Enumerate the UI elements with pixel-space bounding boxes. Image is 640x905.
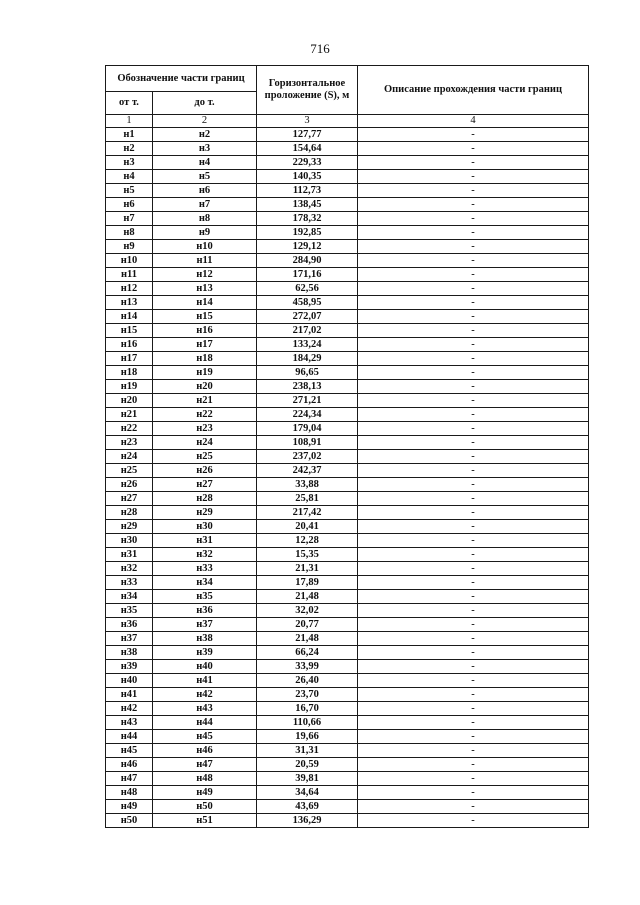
- table-row: [106, 548, 589, 562]
- description-cell: -: [358, 240, 589, 254]
- to-point-cell: н20: [153, 380, 257, 394]
- description-cell: -: [358, 352, 589, 366]
- description-cell: -: [358, 296, 589, 310]
- table-row: [106, 310, 589, 324]
- description-cell: -: [358, 198, 589, 212]
- description-cell: -: [358, 716, 589, 730]
- description-cell: -: [358, 310, 589, 324]
- distance-cell: 21,48: [257, 632, 358, 646]
- distance-cell: 66,24: [257, 646, 358, 660]
- description-cell: -: [358, 758, 589, 772]
- to-point-cell: н11: [153, 254, 257, 268]
- description-cell: -: [358, 604, 589, 618]
- description-cell: -: [358, 618, 589, 632]
- to-point-cell: н24: [153, 436, 257, 450]
- description-cell: -: [358, 324, 589, 338]
- to-point-cell: н25: [153, 450, 257, 464]
- distance-cell: 20,77: [257, 618, 358, 632]
- description-cell: -: [358, 338, 589, 352]
- to-point-cell: н41: [153, 674, 257, 688]
- from-point-cell: н39: [106, 660, 153, 674]
- distance-cell: 224,34: [257, 408, 358, 422]
- to-point-cell: н30: [153, 520, 257, 534]
- description-cell: -: [358, 464, 589, 478]
- from-point-cell: н27: [106, 492, 153, 506]
- to-point-cell: н43: [153, 702, 257, 716]
- column-number: 3: [257, 115, 358, 128]
- to-point-cell: н8: [153, 212, 257, 226]
- table-row: [106, 576, 589, 590]
- from-point-cell: н47: [106, 772, 153, 786]
- to-point-cell: н9: [153, 226, 257, 240]
- distance-cell: 284,90: [257, 254, 358, 268]
- distance-cell: 229,33: [257, 156, 358, 170]
- from-point-cell: н3: [106, 156, 153, 170]
- from-point-cell: н26: [106, 478, 153, 492]
- to-point-cell: н36: [153, 604, 257, 618]
- to-point-cell: н5: [153, 170, 257, 184]
- table-row: [106, 422, 589, 436]
- description-cell: -: [358, 394, 589, 408]
- to-point-cell: н10: [153, 240, 257, 254]
- table-row: [106, 366, 589, 380]
- table-row: [106, 170, 589, 184]
- table-row: [106, 660, 589, 674]
- table-row: [106, 436, 589, 450]
- description-cell: -: [358, 730, 589, 744]
- to-point-cell: н3: [153, 142, 257, 156]
- from-point-cell: н33: [106, 576, 153, 590]
- from-point-cell: н9: [106, 240, 153, 254]
- from-point-cell: н46: [106, 758, 153, 772]
- to-point-cell: н6: [153, 184, 257, 198]
- from-point-cell: н2: [106, 142, 153, 156]
- to-point-cell: н16: [153, 324, 257, 338]
- description-cell: -: [358, 184, 589, 198]
- description-cell: -: [358, 688, 589, 702]
- description-cell: -: [358, 436, 589, 450]
- from-point-cell: н5: [106, 184, 153, 198]
- table-row: [106, 450, 589, 464]
- description-cell: -: [358, 156, 589, 170]
- to-point-cell: н44: [153, 716, 257, 730]
- to-point-cell: н13: [153, 282, 257, 296]
- from-point-cell: н50: [106, 814, 153, 828]
- description-cell: -: [358, 142, 589, 156]
- table-row: [106, 184, 589, 198]
- from-point-cell: н23: [106, 436, 153, 450]
- distance-cell: 184,29: [257, 352, 358, 366]
- table-row: [106, 744, 589, 758]
- to-point-cell: н45: [153, 730, 257, 744]
- to-point-cell: н37: [153, 618, 257, 632]
- from-point-cell: н28: [106, 506, 153, 520]
- from-point-cell: н40: [106, 674, 153, 688]
- header-boundary-designation: Обозначение части границ: [106, 66, 257, 92]
- distance-cell: 133,24: [257, 338, 358, 352]
- from-point-cell: н18: [106, 366, 153, 380]
- to-point-cell: н19: [153, 366, 257, 380]
- description-cell: -: [358, 534, 589, 548]
- to-point-cell: н22: [153, 408, 257, 422]
- distance-cell: 32,02: [257, 604, 358, 618]
- to-point-cell: н51: [153, 814, 257, 828]
- from-point-cell: н21: [106, 408, 153, 422]
- to-point-cell: н23: [153, 422, 257, 436]
- description-cell: -: [358, 632, 589, 646]
- to-point-cell: н39: [153, 646, 257, 660]
- distance-cell: 238,13: [257, 380, 358, 394]
- from-point-cell: н35: [106, 604, 153, 618]
- column-number: 4: [358, 115, 589, 128]
- table-row: [106, 674, 589, 688]
- table-row: [106, 506, 589, 520]
- distance-cell: 138,45: [257, 198, 358, 212]
- table-row: [106, 380, 589, 394]
- distance-cell: 39,81: [257, 772, 358, 786]
- to-point-cell: н15: [153, 310, 257, 324]
- distance-cell: 21,48: [257, 590, 358, 604]
- table-row: [106, 646, 589, 660]
- distance-cell: 154,64: [257, 142, 358, 156]
- to-point-cell: н28: [153, 492, 257, 506]
- page-number: 716: [310, 41, 330, 56]
- to-point-cell: н47: [153, 758, 257, 772]
- to-point-cell: н46: [153, 744, 257, 758]
- from-point-cell: н49: [106, 800, 153, 814]
- from-point-cell: н44: [106, 730, 153, 744]
- to-point-cell: н4: [153, 156, 257, 170]
- from-point-cell: н8: [106, 226, 153, 240]
- description-cell: -: [358, 590, 589, 604]
- table-row: [106, 702, 589, 716]
- from-point-cell: н15: [106, 324, 153, 338]
- table-row: [106, 142, 589, 156]
- description-cell: -: [358, 562, 589, 576]
- description-cell: -: [358, 548, 589, 562]
- description-cell: -: [358, 380, 589, 394]
- description-cell: -: [358, 450, 589, 464]
- table-row: [106, 198, 589, 212]
- description-cell: -: [358, 520, 589, 534]
- description-cell: -: [358, 786, 589, 800]
- table-row: [106, 604, 589, 618]
- table-row: [106, 408, 589, 422]
- distance-cell: 271,21: [257, 394, 358, 408]
- to-point-cell: н29: [153, 506, 257, 520]
- table-row: [106, 814, 589, 828]
- from-point-cell: н34: [106, 590, 153, 604]
- table-row: [106, 296, 589, 310]
- from-point-cell: н14: [106, 310, 153, 324]
- to-point-cell: н50: [153, 800, 257, 814]
- distance-cell: 171,16: [257, 268, 358, 282]
- from-point-cell: н31: [106, 548, 153, 562]
- table-row: [106, 478, 589, 492]
- distance-cell: 127,77: [257, 128, 358, 142]
- distance-cell: 110,66: [257, 716, 358, 730]
- from-point-cell: н19: [106, 380, 153, 394]
- table-row: [106, 156, 589, 170]
- distance-cell: 12,28: [257, 534, 358, 548]
- distance-cell: 43,69: [257, 800, 358, 814]
- table-row: [106, 338, 589, 352]
- from-point-cell: н16: [106, 338, 153, 352]
- from-point-cell: н7: [106, 212, 153, 226]
- table-row: [106, 800, 589, 814]
- from-point-cell: н4: [106, 170, 153, 184]
- to-point-cell: н42: [153, 688, 257, 702]
- distance-cell: 33,99: [257, 660, 358, 674]
- distance-cell: 96,65: [257, 366, 358, 380]
- to-point-cell: н33: [153, 562, 257, 576]
- from-point-cell: н43: [106, 716, 153, 730]
- to-point-cell: н49: [153, 786, 257, 800]
- distance-cell: 20,59: [257, 758, 358, 772]
- header-from-point: от т.: [106, 92, 153, 115]
- description-cell: -: [358, 674, 589, 688]
- description-cell: -: [358, 422, 589, 436]
- from-point-cell: н38: [106, 646, 153, 660]
- table-row: [106, 268, 589, 282]
- table-row: [106, 786, 589, 800]
- distance-cell: 237,02: [257, 450, 358, 464]
- description-cell: -: [358, 744, 589, 758]
- from-point-cell: н45: [106, 744, 153, 758]
- table-row: [106, 716, 589, 730]
- column-number: 2: [153, 115, 257, 128]
- description-cell: -: [358, 772, 589, 786]
- column-number: 1: [106, 115, 153, 128]
- to-point-cell: н48: [153, 772, 257, 786]
- description-cell: -: [358, 814, 589, 828]
- description-cell: -: [358, 268, 589, 282]
- from-point-cell: н1: [106, 128, 153, 142]
- table-row: [106, 324, 589, 338]
- description-cell: -: [358, 492, 589, 506]
- to-point-cell: н34: [153, 576, 257, 590]
- distance-cell: 33,88: [257, 478, 358, 492]
- description-cell: -: [358, 408, 589, 422]
- distance-cell: 129,12: [257, 240, 358, 254]
- distance-cell: 19,66: [257, 730, 358, 744]
- table-row: [106, 772, 589, 786]
- description-cell: -: [358, 660, 589, 674]
- from-point-cell: н12: [106, 282, 153, 296]
- from-point-cell: н42: [106, 702, 153, 716]
- from-point-cell: н48: [106, 786, 153, 800]
- to-point-cell: н40: [153, 660, 257, 674]
- from-point-cell: н32: [106, 562, 153, 576]
- table-row: [106, 618, 589, 632]
- description-cell: -: [358, 702, 589, 716]
- table-row: [106, 212, 589, 226]
- table-row: [106, 590, 589, 604]
- to-point-cell: н14: [153, 296, 257, 310]
- from-point-cell: н37: [106, 632, 153, 646]
- description-cell: -: [358, 576, 589, 590]
- to-point-cell: н35: [153, 590, 257, 604]
- distance-cell: 242,37: [257, 464, 358, 478]
- to-point-cell: н18: [153, 352, 257, 366]
- distance-cell: 112,73: [257, 184, 358, 198]
- column-number-row: [106, 115, 589, 128]
- from-point-cell: н13: [106, 296, 153, 310]
- to-point-cell: н7: [153, 198, 257, 212]
- from-point-cell: н10: [106, 254, 153, 268]
- distance-cell: 140,35: [257, 170, 358, 184]
- distance-cell: 23,70: [257, 688, 358, 702]
- distance-cell: 26,40: [257, 674, 358, 688]
- to-point-cell: н38: [153, 632, 257, 646]
- description-cell: -: [358, 254, 589, 268]
- table-row: [106, 688, 589, 702]
- from-point-cell: н30: [106, 534, 153, 548]
- distance-cell: 178,32: [257, 212, 358, 226]
- to-point-cell: н12: [153, 268, 257, 282]
- from-point-cell: н20: [106, 394, 153, 408]
- table-row: [106, 240, 589, 254]
- table-row: [106, 282, 589, 296]
- from-point-cell: н6: [106, 198, 153, 212]
- from-point-cell: н24: [106, 450, 153, 464]
- to-point-cell: н21: [153, 394, 257, 408]
- from-point-cell: н41: [106, 688, 153, 702]
- table-body: [106, 128, 589, 828]
- distance-cell: 192,85: [257, 226, 358, 240]
- description-cell: -: [358, 800, 589, 814]
- to-point-cell: н26: [153, 464, 257, 478]
- header-horizontal-distance: Горизонтальное проложение (S), м: [257, 66, 358, 115]
- description-cell: -: [358, 128, 589, 142]
- distance-cell: 21,31: [257, 562, 358, 576]
- table-row: [106, 254, 589, 268]
- table-row: [106, 226, 589, 240]
- distance-cell: 20,41: [257, 520, 358, 534]
- table-row: [106, 730, 589, 744]
- description-cell: -: [358, 506, 589, 520]
- header-to-point: до т.: [153, 92, 257, 115]
- from-point-cell: н11: [106, 268, 153, 282]
- table-row: [106, 492, 589, 506]
- from-point-cell: н17: [106, 352, 153, 366]
- distance-cell: 62,56: [257, 282, 358, 296]
- to-point-cell: н27: [153, 478, 257, 492]
- to-point-cell: н32: [153, 548, 257, 562]
- table-row: [106, 352, 589, 366]
- table-row: [106, 758, 589, 772]
- distance-cell: 108,91: [257, 436, 358, 450]
- table-header: [106, 66, 589, 128]
- table-row: [106, 520, 589, 534]
- table-row: [106, 394, 589, 408]
- from-point-cell: н29: [106, 520, 153, 534]
- from-point-cell: н25: [106, 464, 153, 478]
- description-cell: -: [358, 226, 589, 240]
- from-point-cell: н36: [106, 618, 153, 632]
- distance-cell: 17,89: [257, 576, 358, 590]
- table-row: [106, 464, 589, 478]
- to-point-cell: н31: [153, 534, 257, 548]
- description-cell: -: [358, 212, 589, 226]
- table-row: [106, 128, 589, 142]
- description-cell: -: [358, 170, 589, 184]
- distance-cell: 217,02: [257, 324, 358, 338]
- description-cell: -: [358, 646, 589, 660]
- description-cell: -: [358, 366, 589, 380]
- boundary-table: [105, 65, 589, 828]
- description-cell: -: [358, 282, 589, 296]
- distance-cell: 15,35: [257, 548, 358, 562]
- distance-cell: 458,95: [257, 296, 358, 310]
- table-row: [106, 534, 589, 548]
- distance-cell: 25,81: [257, 492, 358, 506]
- from-point-cell: н22: [106, 422, 153, 436]
- distance-cell: 136,29: [257, 814, 358, 828]
- table-row: [106, 632, 589, 646]
- distance-cell: 179,04: [257, 422, 358, 436]
- distance-cell: 217,42: [257, 506, 358, 520]
- table-row: [106, 562, 589, 576]
- description-cell: -: [358, 478, 589, 492]
- to-point-cell: н17: [153, 338, 257, 352]
- distance-cell: 34,64: [257, 786, 358, 800]
- distance-cell: 272,07: [257, 310, 358, 324]
- header-boundary-description: Описание прохождения части границ: [358, 66, 589, 115]
- distance-cell: 31,31: [257, 744, 358, 758]
- to-point-cell: н2: [153, 128, 257, 142]
- distance-cell: 16,70: [257, 702, 358, 716]
